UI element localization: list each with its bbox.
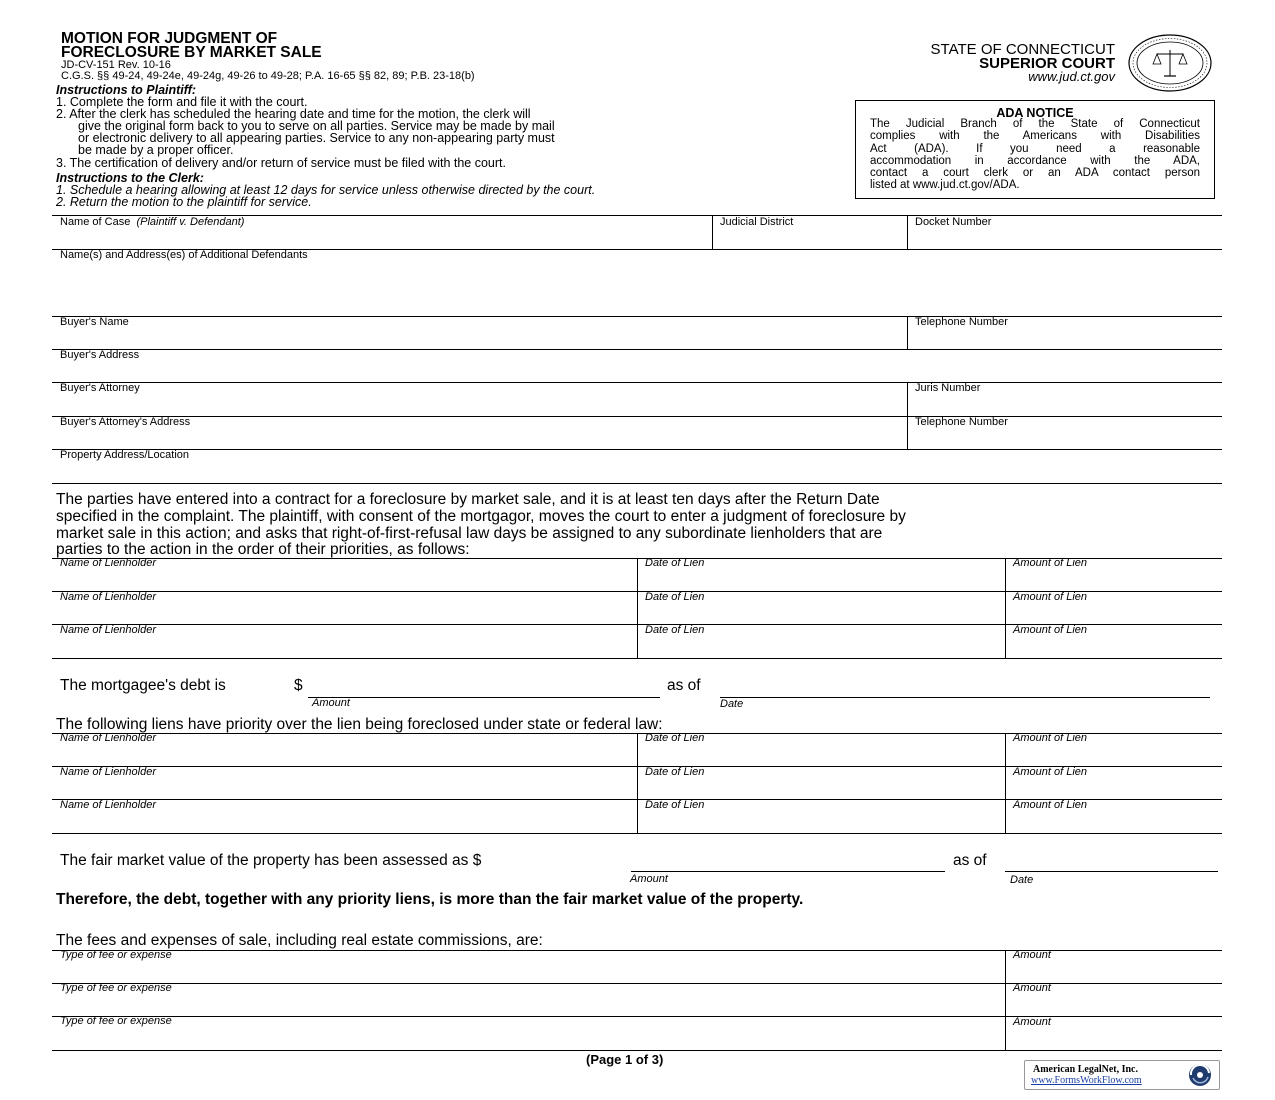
priority-lien-amount-field[interactable]: Amount of Lien xyxy=(1013,799,1087,811)
ada-notice-title: ADA NOTICE xyxy=(996,106,1074,120)
priority-lien-date-field[interactable]: Date of Lien xyxy=(645,766,705,778)
lien-amount-field[interactable]: Amount of Lien xyxy=(1013,591,1087,603)
therefore-statement: Therefore, the debt, together with any priority liens, is more than the fair market value of the property. xyxy=(56,891,804,908)
docket-number-field[interactable]: Docket Number xyxy=(915,216,992,228)
grid-line xyxy=(52,658,1222,659)
lienholder-name-field[interactable]: Name of Lienholder xyxy=(60,591,157,603)
grid-line xyxy=(712,215,713,249)
page-number: (Page 1 of 3) xyxy=(586,1052,664,1067)
grid-line xyxy=(637,558,638,658)
grid-line xyxy=(1005,950,1006,1050)
motion-text-line: parties to the action in the order of their priorities, as follows: xyxy=(56,541,470,558)
publisher-name: American LegalNet, Inc. xyxy=(1033,1064,1138,1075)
court-website: www.jud.ct.gov xyxy=(1028,69,1115,84)
property-address-field[interactable]: Property Address/Location xyxy=(60,449,190,461)
juris-number-field[interactable]: Juris Number xyxy=(915,382,981,394)
court-name: SUPERIOR COURT xyxy=(979,55,1115,72)
debt-date-input[interactable] xyxy=(720,697,1210,698)
plaintiff-instruction-2-cont: be made by a proper officer. xyxy=(78,143,234,157)
grid-line xyxy=(907,215,908,249)
ada-line: listed at www.jud.ct.gov/ADA. xyxy=(870,179,1020,192)
buyer-telephone-field[interactable]: Telephone Number xyxy=(915,316,1008,328)
motion-text-line: The parties have entered into a contract for a foreclosure by market sale, and it is at least ten days after the Return Date xyxy=(56,491,880,508)
fair-market-date-label: Date xyxy=(1010,874,1034,886)
priority-lienholder-name-field[interactable]: Name of Lienholder xyxy=(60,799,157,811)
publisher-logo-icon xyxy=(1183,1063,1217,1087)
lienholder-name-field[interactable]: Name of Lienholder xyxy=(60,557,157,569)
ada-line: Act (ADA). If you need a reasonable xyxy=(870,142,1200,155)
state-seal-icon xyxy=(1127,34,1213,92)
grid-line xyxy=(52,349,1222,350)
form-id: JD-CV-151 Rev. 10-16 xyxy=(61,59,171,71)
fair-market-date-input[interactable] xyxy=(1005,871,1218,872)
fair-market-amount-input[interactable] xyxy=(631,871,945,872)
grid-line xyxy=(1005,558,1006,658)
priority-lienholder-name-field[interactable]: Name of Lienholder xyxy=(60,766,157,778)
plaintiff-instruction-2-cont: give the original form back to you to serve on all parties. Service may be made by mail xyxy=(78,119,555,133)
case-name-label: Name of Case xyxy=(60,216,131,228)
form-title-line2: FORECLOSURE BY MARKET SALE xyxy=(61,44,322,61)
motion-text-line: market sale in this action; and asks that right-of-first-refusal law days be assigned to any subordinate lienholders that are xyxy=(56,525,883,542)
debt-as-of: as of xyxy=(667,677,701,694)
buyer-attorney-address-field[interactable]: Buyer's Attorney's Address xyxy=(60,416,191,428)
ada-line: The Judicial Branch of the State of Connecticut xyxy=(870,118,1200,130)
form-title-line1: MOTION FOR JUDGMENT OF xyxy=(61,30,278,47)
lien-date-field[interactable]: Date of Lien xyxy=(645,591,705,603)
clerk-instruction-2: 2. Return the motion to the plaintiff for service. xyxy=(56,195,312,209)
buyer-attorney-field[interactable]: Buyer's Attorney xyxy=(60,382,140,394)
state-name: STATE OF CONNECTICUT xyxy=(930,41,1115,58)
grid-line xyxy=(1005,733,1006,833)
grid-line xyxy=(637,733,638,833)
fee-type-field[interactable]: Type of fee or expense xyxy=(60,982,172,994)
priority-lienholder-name-field[interactable]: Name of Lienholder xyxy=(60,732,157,744)
statutes: C.G.S. §§ 49-24, 49-24e, 49-24g, 49-26 to 49-28; P.A. 16-65 §§ 82, 89; P.B. 23-18(b) xyxy=(61,70,475,82)
debt-dollar-sign: $ xyxy=(294,677,303,694)
plaintiff-instruction-2-cont: or electronic delivery to all appearing parties. Service to any non-appearing party must xyxy=(78,131,555,145)
grid-line xyxy=(52,416,1222,417)
lien-amount-field[interactable]: Amount of Lien xyxy=(1013,624,1087,636)
priority-lien-date-field[interactable]: Date of Lien xyxy=(645,799,705,811)
motion-text-line: specified in the complaint. The plaintiff, with consent of the mortgagor, moves the court to enter a judgment of foreclosure by xyxy=(56,508,906,525)
fair-market-amount-label: Amount xyxy=(630,873,668,885)
publisher-badge[interactable] xyxy=(1024,1060,1220,1090)
grid-line xyxy=(52,833,1222,834)
fee-type-field[interactable]: Type of fee or expense xyxy=(60,1015,172,1027)
debt-text: The mortgagee's debt is xyxy=(60,677,226,694)
plaintiff-instruction-1: 1. Complete the form and file it with the court. xyxy=(56,95,308,109)
ada-notice-text xyxy=(870,118,1200,192)
clerk-instructions-heading: Instructions to the Clerk: xyxy=(56,171,204,185)
lienholder-name-field[interactable]: Name of Lienholder xyxy=(60,624,157,636)
case-name-hint: (Plaintiff v. Defendant) xyxy=(136,216,245,228)
publisher-link[interactable]: www.FormsWorkFlow.com xyxy=(1031,1075,1142,1086)
additional-defendants-field[interactable]: Name(s) and Address(es) of Additional Defendants xyxy=(60,249,308,261)
priority-lien-amount-field[interactable]: Amount of Lien xyxy=(1013,766,1087,778)
debt-amount-label: Amount xyxy=(312,697,350,709)
fee-amount-field[interactable]: Amount xyxy=(1013,1016,1051,1028)
plaintiff-instruction-2: 2. After the clerk has scheduled the hearing date and time for the motion, the clerk will xyxy=(56,107,531,121)
grid-line xyxy=(52,483,1222,484)
lien-amount-field[interactable]: Amount of Lien xyxy=(1013,557,1087,569)
grid-line xyxy=(52,449,1222,450)
fee-amount-field[interactable]: Amount xyxy=(1013,982,1051,994)
fees-heading: The fees and expenses of sale, including real estate commissions, are: xyxy=(56,932,543,949)
ada-line: complies with the Americans with Disabilities xyxy=(870,130,1200,143)
grid-line xyxy=(52,1050,1222,1051)
ada-line: contact a court clerk or an ADA contact person xyxy=(870,167,1200,180)
ada-line: accommodation in accordance with the ADA, xyxy=(870,154,1200,167)
grid-line xyxy=(907,316,908,349)
debt-date-label: Date xyxy=(720,698,744,710)
priority-lien-amount-field[interactable]: Amount of Lien xyxy=(1013,732,1087,744)
grid-line xyxy=(52,316,1222,317)
lien-date-field[interactable]: Date of Lien xyxy=(645,557,705,569)
plaintiff-instruction-3: 3. The certification of delivery and/or return of service must be filed with the court. xyxy=(56,156,506,170)
priority-liens-heading: The following liens have priority over the lien being foreclosed under state or federal law: xyxy=(56,716,663,733)
fee-type-field[interactable]: Type of fee or expense xyxy=(60,949,172,961)
clerk-instruction-1: 1. Schedule a hearing allowing at least 12 days for service unless otherwise directed by the court. xyxy=(56,183,596,197)
debt-amount-input[interactable] xyxy=(308,697,660,698)
case-name-field[interactable] xyxy=(60,216,244,228)
fair-market-as-of: as of xyxy=(953,852,987,869)
lien-date-field[interactable]: Date of Lien xyxy=(645,624,705,636)
attorney-telephone-field[interactable]: Telephone Number xyxy=(915,416,1008,428)
buyer-name-field[interactable]: Buyer's Name xyxy=(60,316,129,328)
fee-amount-field[interactable]: Amount xyxy=(1013,949,1051,961)
priority-lien-date-field[interactable]: Date of Lien xyxy=(645,732,705,744)
grid-line xyxy=(52,382,1222,383)
judicial-district-field[interactable]: Judicial District xyxy=(720,216,794,228)
buyer-address-field[interactable]: Buyer's Address xyxy=(60,349,140,361)
plaintiff-instructions-heading: Instructions to Plaintiff: xyxy=(56,83,197,97)
fair-market-text: The fair market value of the property has been assessed as $ xyxy=(60,852,482,869)
